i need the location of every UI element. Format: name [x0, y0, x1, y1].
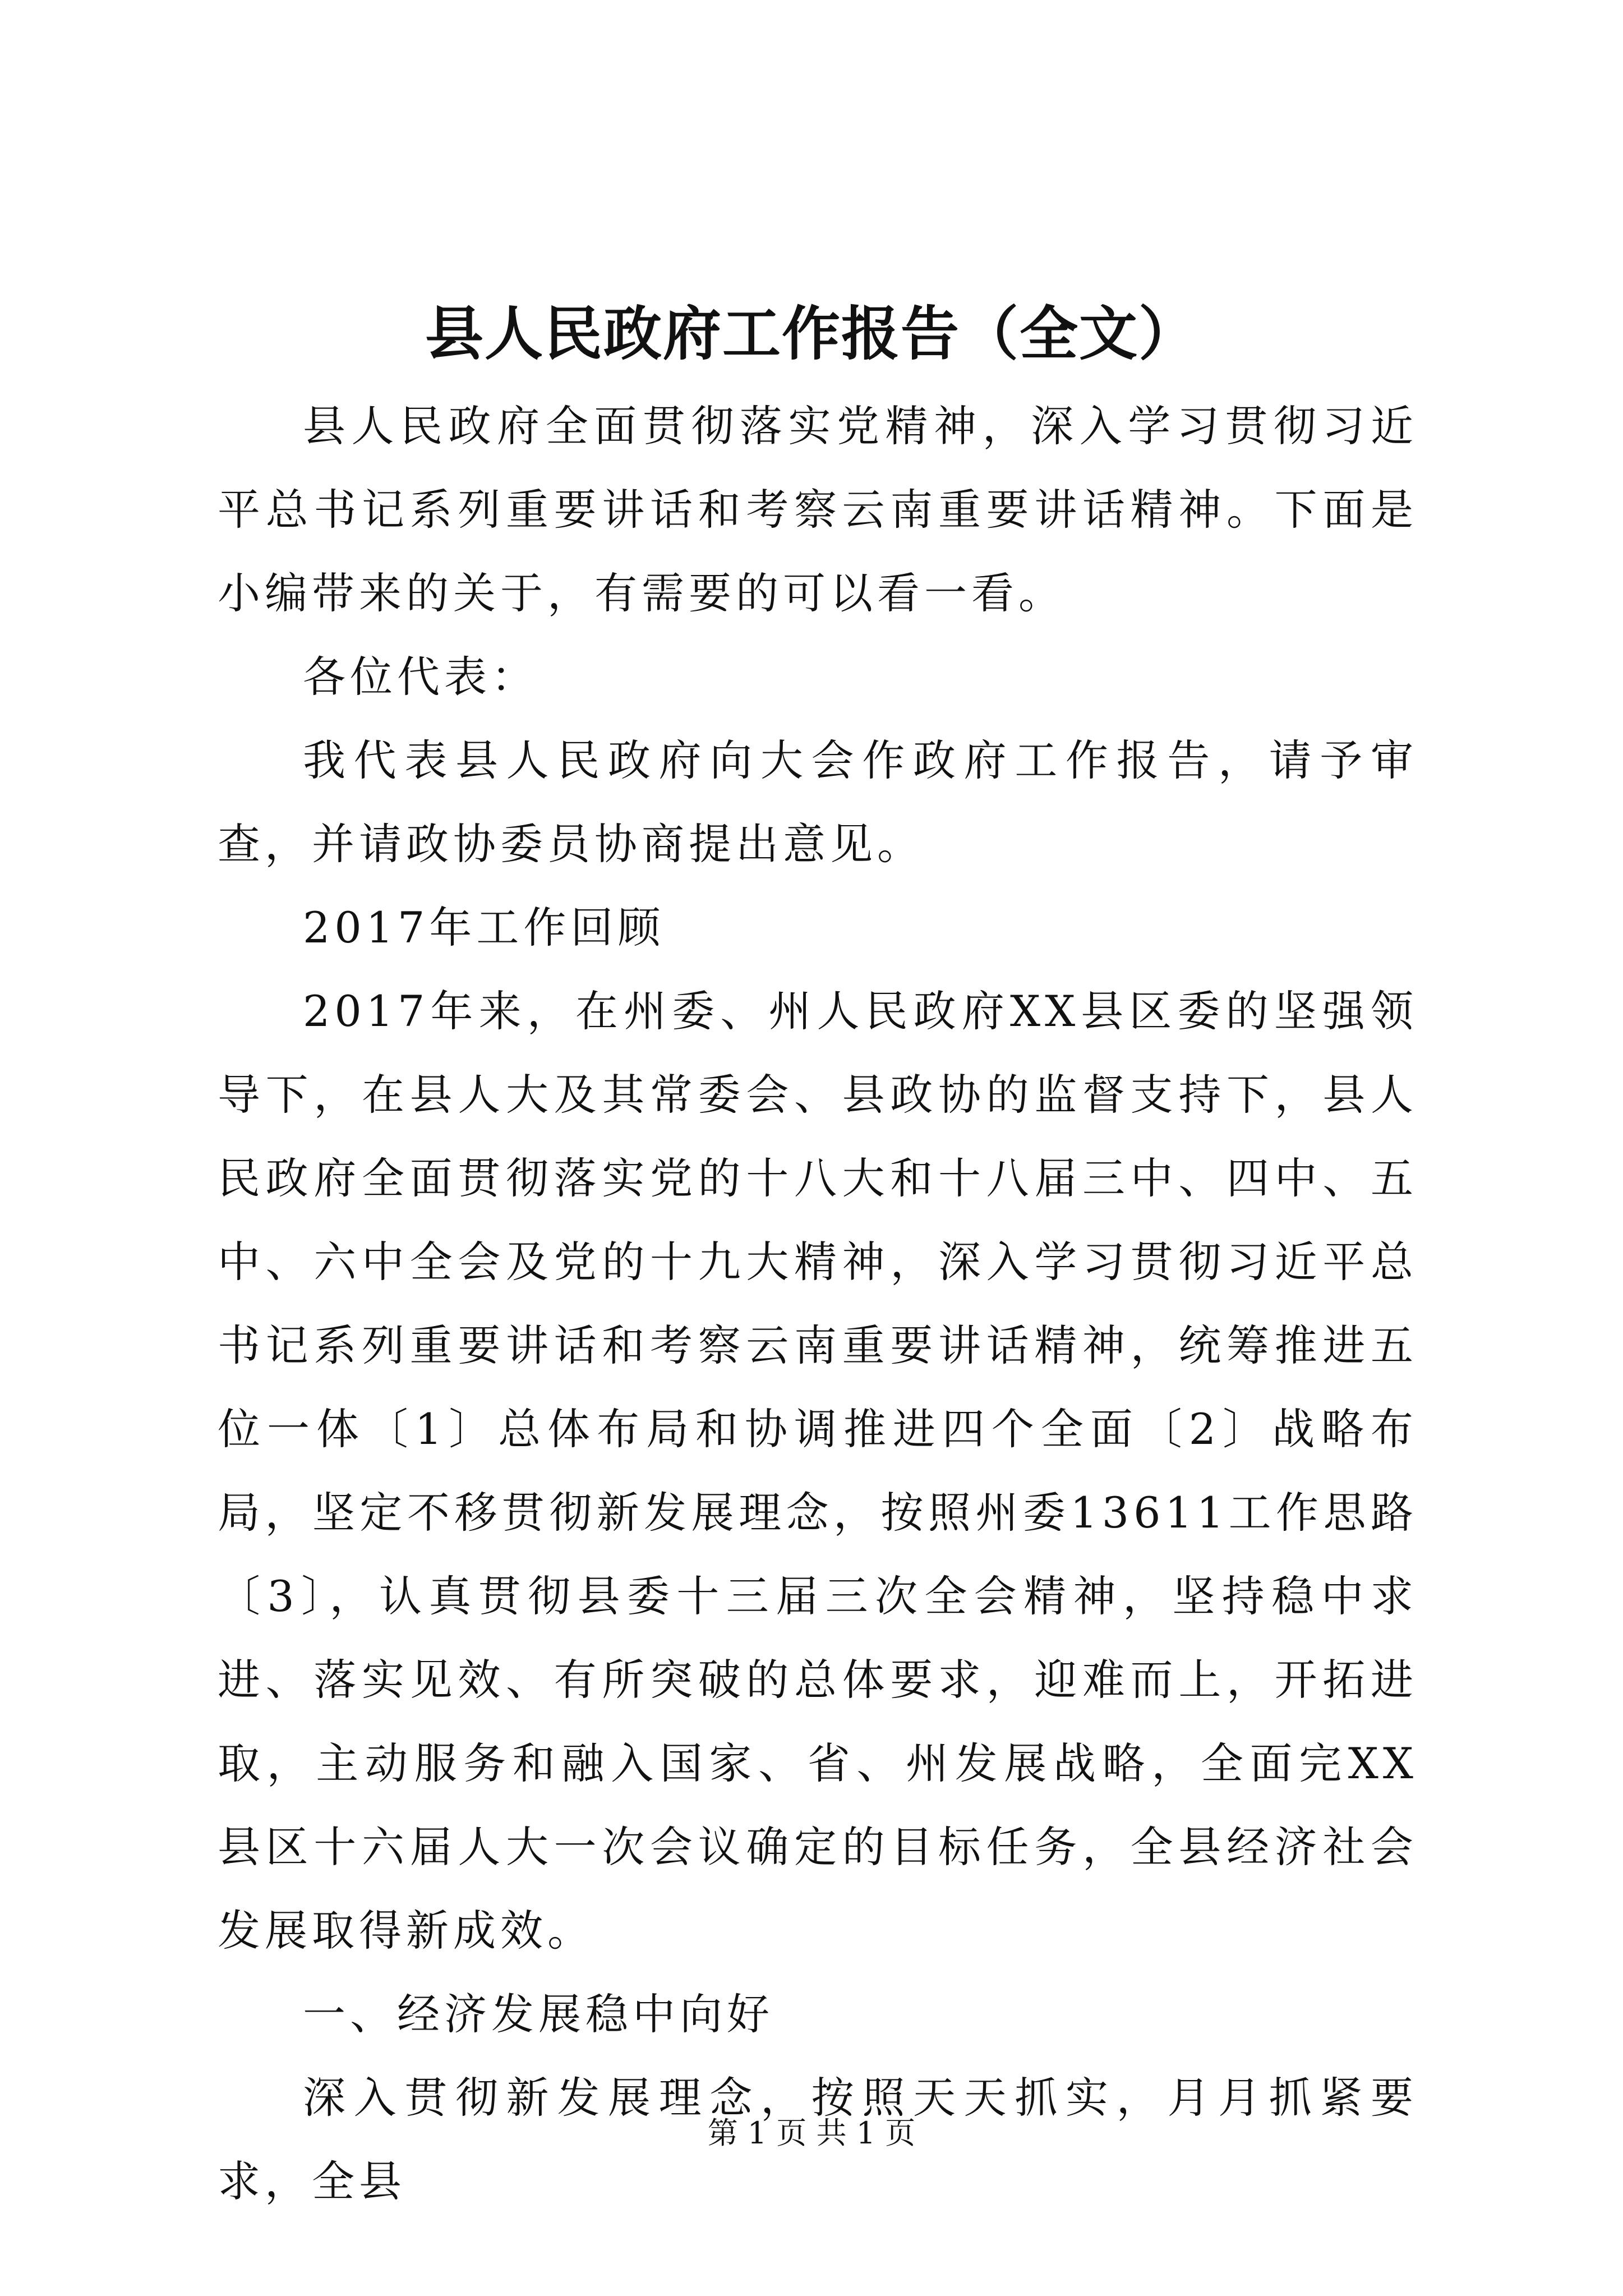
- document-body: [218, 384, 1418, 2223]
- paragraph-economy: 深入贯彻新发展理念，按照天天抓实，月月抓紧要求，全县: [218, 2073, 1418, 2206]
- section-heading-economy: 一、经济发展稳中向好: [303, 1989, 774, 2039]
- paragraph-review-summary: 2017年来，在州委、州人民政府XX县区委的坚强领导下，在县人大及其常委会、县政协的监督支持下，县人民政府全面贯彻落实党的十八大和十八届三中、四中、五中、六中全会及党的十九大精神，深入学习贯彻习近平总书记系列重要讲话和考察云南重要讲话精神，统筹推进五位一体〔1〕总体布局和协调推进四个全面〔2〕战略布局，坚定不移贯彻新发展理念，按照州委13611工作思路〔3〕，认真贯彻县委十三届三次全会精神，坚持稳中求进、落实见效、有所突破的总体要求，迎难而上，开拓进取，主动服务和融入国家、省、州发展战略，全面完XX县区十六届人大一次会议确定的目标任务，全县经济社会发展取得新成效。: [218, 986, 1418, 1955]
- page-footer: 第 1 页 共 1 页: [707, 2115, 916, 2151]
- paragraph-intro: 县人民政府全面贯彻落实党精神，深入学习贯彻习近平总书记系列重要讲话和考察云南重要讲话精神。下面是小编带来的关于，有需要的可以看一看。: [218, 401, 1418, 618]
- section-heading-review: 2017年工作回顾: [303, 903, 665, 953]
- document-title: 县人民政府工作报告（全文）: [425, 299, 1198, 368]
- paragraph-report-statement: 我代表县人民政府向大会作政府工作报告，请予审查，并请政协委员协商提出意见。: [218, 735, 1418, 869]
- paragraph-salutation: 各位代表：: [303, 652, 538, 702]
